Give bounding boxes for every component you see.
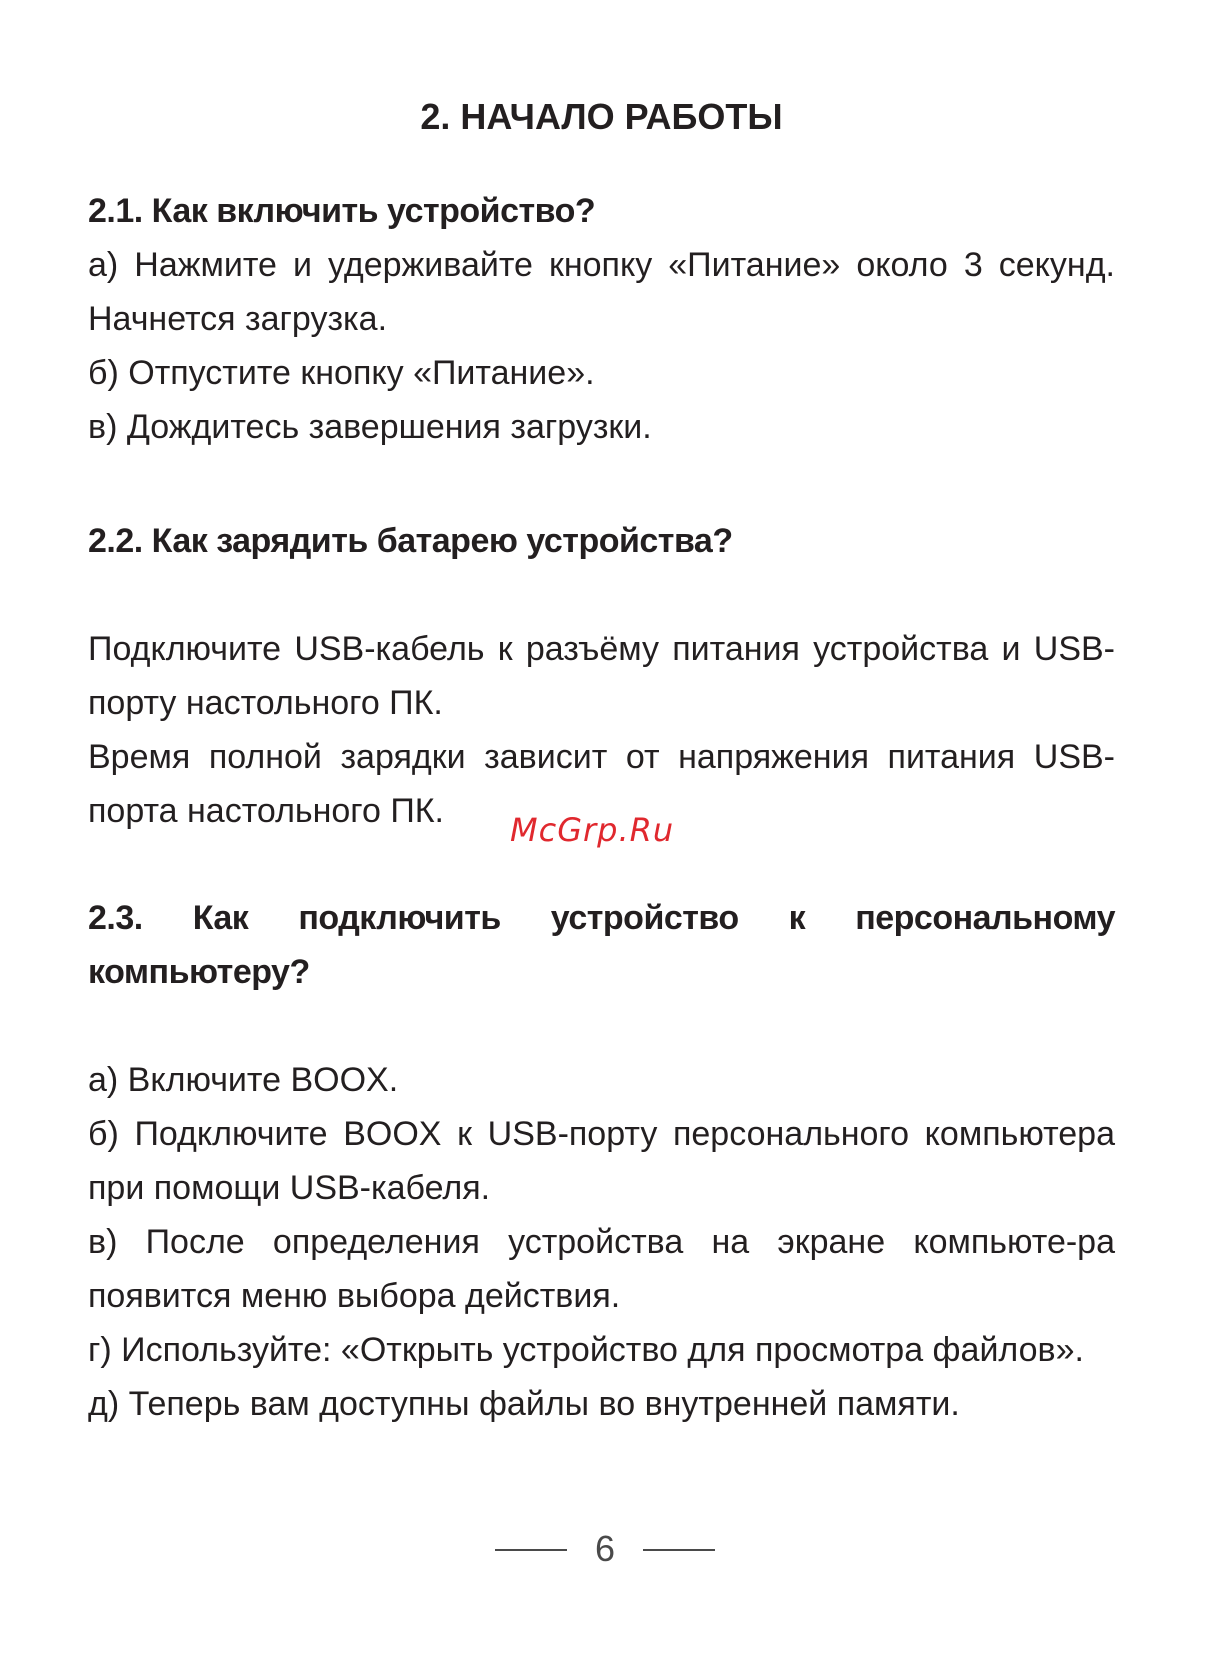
section-power-on	[88, 184, 1115, 454]
watermark-text: McGrp.Ru	[510, 811, 675, 849]
section-pc-connection	[88, 891, 1115, 1431]
paragraph: а) Нажмите и удерживайте кнопку «Питание» около 3 секунд. Начнется загрузка.	[88, 246, 1115, 338]
paragraph: г) Используйте: «Открыть устройство для просмотра файлов».	[88, 1331, 1084, 1369]
paragraph: в) Дождитесь завершения загрузки.	[88, 408, 652, 446]
section-heading: 2.3. Как подключить устройство к персональному компьютеру?	[88, 899, 1115, 991]
paragraph: Подключите USB-кабель к разъёму питания устройства и USB-порту настольного ПК.	[88, 630, 1115, 722]
paragraph: д) Теперь вам доступны файлы во внутренней памяти.	[88, 1385, 960, 1423]
page-number: 6	[594, 1528, 616, 1569]
page-footer	[0, 1524, 1207, 1574]
section-heading: 2.2. Как зарядить батарею устройства?	[88, 522, 733, 560]
footer-rule-right	[643, 1549, 715, 1551]
paragraph: Время полной зарядки зависит от напряжения питания USB-порта настольного ПК.	[88, 738, 1115, 830]
paragraph: а) Включите BOOX.	[88, 1061, 399, 1099]
paragraph: в) После определения устройства на экране компьюте-ра появится меню выбора действия.	[88, 1223, 1115, 1315]
section-heading: 2.1. Как включить устройство?	[88, 192, 596, 230]
paragraph: б) Отпустите кнопку «Питание».	[88, 354, 595, 392]
chapter-title: 2. НАЧАЛО РАБОТЫ	[420, 96, 783, 137]
section-charging	[88, 514, 1115, 838]
paragraph: б) Подключите BOOX к USB-порту персонального компьютера при помощи USB-кабеля.	[88, 1115, 1115, 1207]
footer-rule-left	[495, 1549, 567, 1551]
